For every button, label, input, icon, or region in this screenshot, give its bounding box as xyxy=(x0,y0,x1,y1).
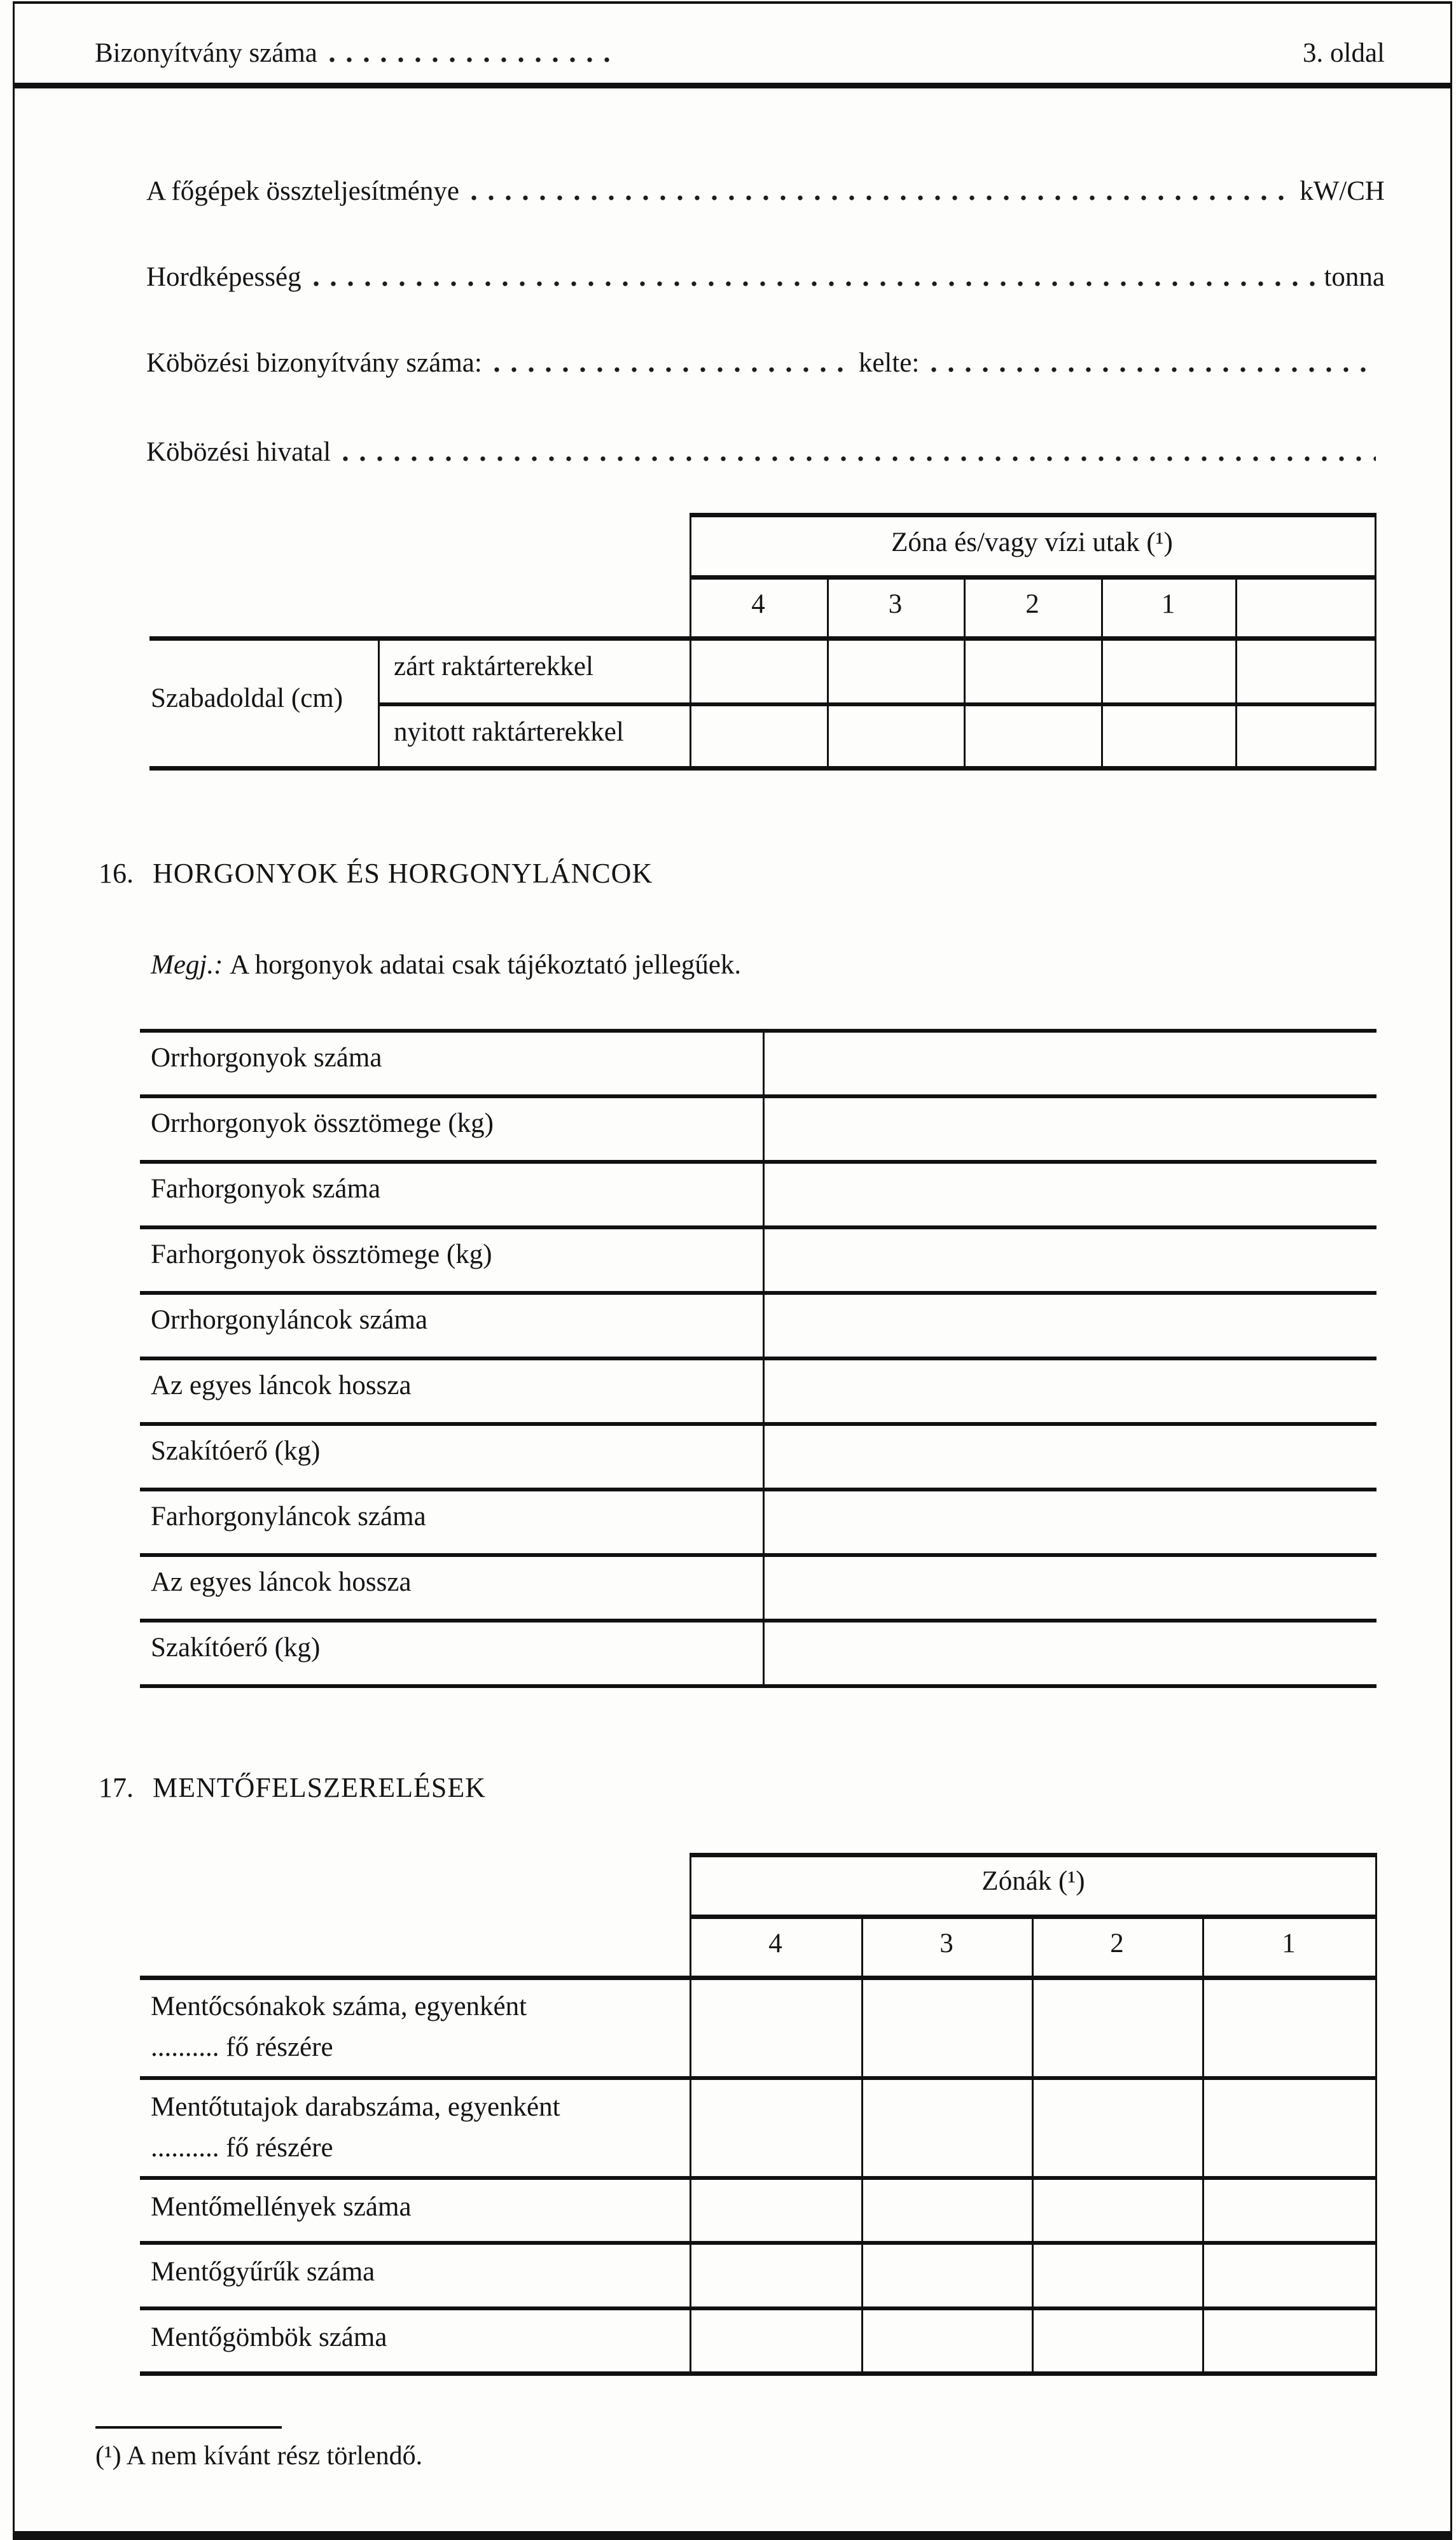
anchor-row-label: Szakítóerő (kg) xyxy=(151,1436,321,1466)
dotted-leader xyxy=(471,195,1291,201)
tonnage-office-label: Köbözési hivatal xyxy=(146,437,331,467)
grid-line xyxy=(1202,1915,1204,2375)
certificate-number-label: Bizonyítvány száma xyxy=(95,38,317,68)
grid-line xyxy=(690,1853,691,2375)
grid-line xyxy=(690,513,691,771)
grid-line xyxy=(140,1029,1376,1033)
grid-line xyxy=(140,1160,1376,1164)
grid-line xyxy=(140,1422,1376,1426)
anchor-row-label: Orrhorgonyláncok száma xyxy=(151,1305,428,1335)
header-row xyxy=(95,24,1385,69)
lifesaving-row-label: Mentőmellények száma xyxy=(151,2192,412,2222)
grid-line xyxy=(827,575,829,771)
dotted-leader xyxy=(342,456,1376,462)
header-rule xyxy=(15,83,1450,88)
anchor-row-label: Farhorgonyok száma xyxy=(151,1174,381,1204)
anchor-row-label: Orrhorgonyok össztömege (kg) xyxy=(151,1108,494,1138)
row-line1: Mentőcsónakok száma, egyenként xyxy=(151,1992,527,2021)
grid-line xyxy=(763,1029,765,1688)
zone-column-4: 4 xyxy=(751,589,765,619)
zones17-table-header: Zónák (¹) xyxy=(981,1866,1085,1896)
grid-line xyxy=(690,1853,1377,1857)
grid-line xyxy=(1032,1915,1034,2375)
grid-line xyxy=(861,1915,863,2375)
grid-line xyxy=(140,2371,1377,2376)
grid-line xyxy=(140,1225,1376,1229)
footnote-rule xyxy=(95,2426,282,2429)
lifesaving-row-label: Mentőgyűrűk száma xyxy=(151,2257,375,2287)
tonnage-certificate-label: Köbözési bizonyítvány száma: xyxy=(146,348,482,378)
grid-line xyxy=(378,702,1376,706)
page-number: 3. oldal xyxy=(1303,38,1385,68)
capacity-label: Hordképesség xyxy=(146,262,302,292)
row-line1: Mentőtutajok darabszáma, egyenként xyxy=(151,2092,560,2122)
grid-line xyxy=(140,1357,1376,1360)
grid-line xyxy=(140,2306,1377,2310)
tonnage-certificate-row xyxy=(146,334,1385,379)
anchor-row-label: Az egyes láncok hossza xyxy=(151,1371,412,1400)
grid-line xyxy=(140,1488,1376,1491)
freeboard-group-label: Szabadoldal (cm) xyxy=(151,683,343,713)
zone17-column-1: 1 xyxy=(1282,1929,1296,1958)
section16-note xyxy=(151,949,741,980)
lifesaving-row-label: Mentőgömbök száma xyxy=(151,2322,387,2352)
row-line2: .......... fő részére xyxy=(151,2133,333,2163)
note-prefix: Megj.: xyxy=(151,950,230,980)
grid-line xyxy=(149,766,1376,771)
dotted-leader xyxy=(329,57,615,63)
footnote-text: (¹) A nem kívánt rész törlendő. xyxy=(95,2441,423,2471)
grid-line xyxy=(149,636,1376,641)
capacity-row xyxy=(146,248,1385,293)
grid-line xyxy=(690,575,1376,580)
section17-title: MENTŐFELSZERELÉSEK xyxy=(153,1772,486,1803)
engine-power-unit: kW/CH xyxy=(1300,176,1385,206)
grid-line xyxy=(1101,575,1103,771)
tonnage-office-row xyxy=(146,423,1385,468)
anchor-row-label: Farhorgonyláncok száma xyxy=(151,1502,426,1532)
lifesaving-row-label xyxy=(151,2087,560,2168)
grid-line xyxy=(140,1094,1376,1098)
section16-title: HORGONYOK ÉS HORGONYLÁNCOK xyxy=(153,858,653,889)
anchor-row-label: Farhorgonyok össztömege (kg) xyxy=(151,1239,492,1269)
grid-line xyxy=(1375,513,1376,771)
zone17-column-3: 3 xyxy=(939,1929,953,1958)
grid-line xyxy=(690,513,1376,517)
anchor-row-label: Az egyes láncok hossza xyxy=(151,1567,412,1597)
grid-line xyxy=(140,1684,1376,1688)
grid-line xyxy=(1375,1853,1377,2375)
zone17-column-4: 4 xyxy=(768,1929,782,1958)
grid-line xyxy=(140,1553,1376,1557)
anchor-row-label: Szakítóerő (kg) xyxy=(151,1633,321,1663)
dotted-leader xyxy=(494,366,850,373)
tonnage-certificate-date-label: kelte: xyxy=(858,348,920,378)
dotted-leader xyxy=(931,366,1376,373)
note-text: A horgonyok adatai csak tájékoztató jellegűek. xyxy=(230,950,742,980)
section17-number: 17. xyxy=(99,1772,134,1803)
engine-power-row xyxy=(146,162,1385,207)
grid-line xyxy=(378,636,380,771)
dotted-leader xyxy=(313,281,1315,287)
freeboard-row-closed-holds: zárt raktárterekkel xyxy=(394,652,593,681)
grid-line xyxy=(964,575,966,771)
capacity-unit: tonna xyxy=(1324,262,1385,292)
grid-line xyxy=(1235,575,1237,771)
zone-column-2: 2 xyxy=(1025,589,1039,619)
grid-line xyxy=(140,1976,1377,1980)
zone-column-1: 1 xyxy=(1161,589,1175,619)
zones-table-header: Zóna és/vagy vízi utak (¹) xyxy=(891,527,1173,557)
grid-line xyxy=(140,2076,1377,2080)
anchor-row-label: Orrhorgonyok száma xyxy=(151,1043,382,1073)
freeboard-row-open-holds: nyitott raktárterekkel xyxy=(394,717,624,747)
lifesaving-row-label xyxy=(151,1986,527,2068)
zone17-column-2: 2 xyxy=(1110,1929,1124,1958)
section16-number: 16. xyxy=(99,858,134,889)
grid-line xyxy=(140,2176,1377,2180)
grid-line xyxy=(140,1291,1376,1295)
grid-line xyxy=(140,2241,1377,2245)
grid-line xyxy=(140,1619,1376,1622)
row-line2: .......... fő részére xyxy=(151,2032,333,2062)
engine-power-label: A főgépek összteljesítménye xyxy=(146,176,459,206)
zone-column-3: 3 xyxy=(888,589,903,619)
